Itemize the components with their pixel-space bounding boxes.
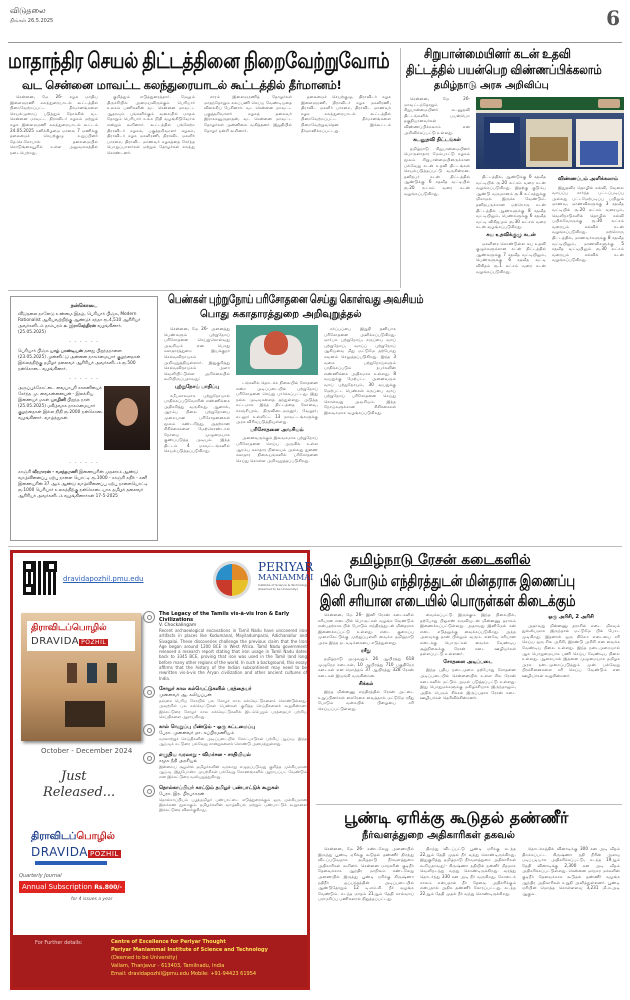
cervical-screening-article — [164, 292, 424, 544]
article-author: V. Chockalingam — [159, 623, 197, 628]
cover-english-name-2: POZHIL — [81, 639, 107, 646]
notice-entry: காஞ்சி வீரமாரன் - வசந்தமணி இணையரின் முதலாம் ஆண்டு வாழ்வினைப்பு ஏற்பு நாளை யொட்டி ரூ.1000 - காஞ்சி கதிர் - கனி இணையரின் 37 ஆம் ஆண்டு வாழ்வினைப்பு ஏற்பு நாளையொட்டி ரூ.1000 பெரியார் உலகத்திற்கு நன்கொடையாக தமிழர் தலைவர் ஆசிரியர் அவர்களிடம் வழங்கினார்கள் 17-5-2025 — [18, 470, 148, 499]
article-title: கால் வெறுப்பு மீண்டும் - ஒரு கட்டமைப்பு — [159, 724, 256, 731]
journal-article-item[interactable] — [143, 724, 307, 747]
ration-column-3: ஒரு அரிசி, 2 அரிசி அதாவது மின்னணு தராசில் எடை மிகவும் துல்லியமாக இருந்தால் மட்டுமே பில் போட முடிகிறது. இதனால் ஒரு கிலோ எடையை சரி செய்ய ஒரு சில அரிசி, இரண்டு அரிசி என வைக்க வேண்டிய நிலை உள்ளது. இந்த நடைமுறையால் ஆக பொறுமையாக பணி செய்ய வேண்டிய நிலை உள்ளது. ஆகையால் இதனை முழுமையாக தமிழக அரசு நடைமுறைப்படுத்தும் முன் பல்வேறு பிரச்சினைகளை சரி செய்ய வேண்டும் என ஊழியர்கள் கூறுகின்றனர். — [522, 614, 620, 678]
journal-article-item[interactable] — [143, 785, 307, 813]
publisher-tagline: Institute of Science & Technology (Deemed to be University) — [258, 583, 308, 591]
lead-subheadline: வட சென்னை மாவட்ட கலந்துரையாடல் கூட்டத்தில் தீர்மானம்! — [22, 78, 342, 92]
journal-logo-english: DRAVIDA POZHIL — [31, 845, 119, 859]
article-author: பேரா. இர. பிரபாகரன் — [159, 791, 205, 797]
poondi-headline: பூண்டி ஏரிக்கு கூடுதல் தண்ணீர் — [344, 808, 569, 827]
ration-column-1: சென்னை, மே 26- இனி ரேசன் கடைகளில் சரியான எடையில் பொருட்கள் வழங்க வேண்டும் என்பதற்காக பில் போடும் எந்திரத்துடன் மின்தராசு இணைக்கப்பட்டு உள்ளது. எடை குறைப்பு முறைகேட்டுக்கு முற்றுப்புள்ளி வைக்க தமிழ்நாடு அரசு இந்த நடவடிக்கையை எடுத்துள்ளது. ரசீது தமிழ்நாடு முழுவதும் 26 ஆயிரத்து 618 முழுநேர கடைகள், 10 ஆயிரத்து 710 பகுதிநேர கடைகள் என மொத்தம் 37 ஆயிரத்து 328 ரேசன் கடைகள் இயங்கி வருகின்றன. சிக்கல் இந்த மின்னணு எந்திரத்தில் ரேசன் அட்டை உறுப்பினர்கள் கைரேகை வைத்தால் மட்டுமே ரசீது போடும் வகையில் பிழையை சரி செய்யப்பட்டுள்ளது. — [318, 612, 414, 711]
minority-subheadline: தமிழ்நாடு அரசு அறிவிப்பு — [434, 80, 549, 91]
journal-article-item[interactable] — [143, 686, 307, 719]
notice-title: நன்கொடை — [70, 303, 98, 309]
journal-website-link[interactable]: dravidapozhil.pmu.edu — [63, 575, 144, 583]
subscription-badge[interactable]: Annual Subscription Rs.800/- — [19, 881, 125, 893]
lead-column-2: குறித்தும் எடுத்துரைத்தார். மேலும் திருச்சியில் அமையவிருக்கும் பெரியார் உலகம் பணிகளின் வட சென்னை மாவட்ட ஆதரவும் பங்களிக்கும் வகையில் மாதம் தோறும் பெரியார் உலக நிதி வழங்கிடுவோம் என்றும் கூறினார். கூட்டத்தில் பங்கேற்ற திராவிடர் கழகம், பகுத்தறிவாளர் கழகம், திராவிடர் கழக மகளிரணி, திராவிட மகளிர் பாசறை, திராவிட மாணவர் கழகத்தை சேர்ந்த பொறுப்பாளர்கள் மற்றும் தோழர்கள் கலந்து கொண்டனர். — [107, 94, 195, 155]
cervical-headline-2: பொது சுகாதாரத்துறை அறிவுறுத்தல் — [200, 309, 362, 320]
footer-line-1: Centre of Excellence for Periyar Thought — [111, 939, 226, 945]
subscription-note: for 4 issues a year — [71, 897, 113, 902]
publisher-name-1: PERIYAR — [258, 560, 314, 574]
minority-column-1: சென்னை, மே 26- மாவட்டந்தோறும் சிறுபான்மையினர் கடனுதவி திட்டங்களில் பயன்பெற தகுதியானவர்கள் விண்ணப்பிக்கலாம் என அறிவிக்கப்பட்டு உள்ளது. கடனுதவி திட்டங்கள் தமிழ்நாடு சிறுபான்மையினர் பொருளாதார மேம்பாட்டு கழகம் மூலம் சிறுபான்மையினருக்கான பல்வேறு கடன் உதவி திட்டங்கள் செயல்படுத்தப்பட்டு வருகின்றன. தனிநபர் கடன் திட்டத்தில் ஆண்டுக்கு 6 சதவீத வட்டியில் ரூ.20 லட்சம் வரை கடன் வழங்கப்படுகிறது. — [404, 96, 470, 196]
article-author: சமூக நீதி அரசியல் — [159, 758, 198, 764]
article-bullet-icon — [143, 724, 155, 736]
notice-entry: பெரியார் பிஞ்சு யாழ் பாண்டியன் தனது பிறந்தநாளை (23.05.2025) முன்னிட்டு அன்னை நாகம்மையார் குழந்தைகள் இல்லத்திற்கு தமிழர் தலைவர் ஆசிரியர் அவர்களிடம் ரூ.500 நன்கொடை வழங்கினார். — [18, 349, 141, 372]
ration-column-2: வைக்கப்பட்டு இருக்கும் இந்த நிலையில், தற்போது பிஓஎஸ் கருவியுடன் மின்னணு தராசும் இணைக்கப்பட்டுள்ளது. அதாவது இனிமேல் கன் எடை எடுதலுக்கு வைக்கப்படுகிறது. அந்த அளவுக்கு தான் பில்லும் வரும். எனவே சரியான எடைக்கு பொருட்கள் வைக்க வேண்டிய சூழ்நிலைக்கு ரேசன் கடை ஊழியர்கள் தள்ளப்பட்டு உள்ளனர். சோதனை அடிப்படை இந்த புதிய நடைமுறை தற்போது சோதனை அடிப்படையில் சென்னையில் உள்ள சில ரேசன் கடைகளில் மட்டும் அமல் படுத்தப்பட்டு உள்ளது. இது பொதுமக்களுக்கு மகிழ்ச்சியாக இருந்தாலும், அதில் பெரும் சிக்கல் இருப்பதாக ரேசன் கடை ஊழியர்கள் தெரிவிக்கின்றனர். — [420, 612, 516, 701]
notice-entry: அருப்புக்கோட்டை வையாபுரி காலனியைச் சேர்ந்த மு. வைகன்னையன் - இலக்கிய இணையர் மகள் யாழினி பிறந்த நாள் (25.05.2025) மகிழ்வாக நாகம்மையார் குழந்தைகள் இல்ல நிதி ரூ.2000 நன்கொடை வழங்கினார். வாழ்த்துகள். — [18, 386, 105, 421]
ration-shop-article — [314, 550, 624, 790]
cover-english-name: DRAVIDA — [31, 636, 80, 647]
government-loan-photo — [476, 97, 624, 169]
poondi-column-3: தொடக்கத்தில் வினாடிக்கு 300 கன அடி வீதம் திறக்கப்பட்ட கிருஷ்ணா நதி நீரின் அளவு படிப்படியாக அதிகரிக்கப்பட்டு, கடந்த 19ஆம் தேதி வினாடிக்கு 2,300 கன அடி வீதம் அதிகரிக்கப்பட்டுள்ளது. சென்னை மாநகர மக்களின் குடிநீர் தேவைக்காக கூடுதல் தண்ணீர் வழங்க ஆந்திர அதிகாரிகள் உறுதி அளித்துள்ளனர். பூண்டி ஏரியின் மொத்த கொள்ளளவு 3,231 மி.க.அடி ஆகும். — [522, 846, 620, 896]
article-abstract: வரலாற்றுச் செய்திகளின் அடிப்படையில் கோட்பாடுகள் பற்றிய ஆய்வு. இந்த ஆய்வுக் கட்டுரை பல்வேறு சான்றுகளைக் கொண்டு அமைந்துள்ளது. — [159, 736, 307, 747]
article-author: பேரா. முனைவர் மா. சுப்பிரமணியம் — [159, 731, 235, 737]
dravida-pozhil-advertisement — [10, 550, 314, 990]
ration-headline-2: இனி சரியான எடையில் பொருள்கள் கிடைக்கும் — [320, 593, 576, 610]
article-title: The Legacy of the Tamils vis-à-vis Iron & Early Civilizations — [159, 611, 290, 623]
notice-entry: விடுதலை நாளேடு உண்மை இதழ், பெரியார் பிஞ்சு, Modern Rationalist ஆகியவற்றிற்கு ஆண்டுச் சந்தா ரூ.4,510 ஆசிரியர் அவர்களிடம் தாம்பரம் ச. இராசேந்திரன் வழங்கினார். (25.05.2025) — [18, 312, 141, 335]
cover-tamil-name: திராவிடப் — [31, 623, 72, 633]
footer-contact[interactable]: Email: dravidapozhil@pmu.edu Mobile: +91-94423 61954 — [111, 971, 257, 977]
ration-kicker: தமிழ்நாடு ரேசன் கடைகளில் — [350, 552, 531, 568]
article-bullet-icon — [143, 752, 155, 764]
journal-article-item[interactable] — [143, 611, 307, 681]
article-abstract: Recent archaeological excavations in Tamil Nadu have uncovered iron artifacts in places like Kodumanal, Mayiladumparai, Adichanallur and Sivagalai. These discoveries challenge the previous claim that the Iron Age began around 1200 BCE in West Africa. Tamil Nadu government released a research report stating that iron usage in Tamil Nadu dates back to 3345 BCE, proving that iron was used in the Tamil land long before many other regions of the world. In such a background, this essay affirms that the history of the Indian subcontinent may need to be rewritten vis-à-vis the Aryan civilization and other ancient cultures of India. — [159, 628, 307, 681]
donation-notice-box — [10, 296, 158, 541]
footer-line-2: Periyar Maniammai Institute of Science and Technology — [111, 947, 268, 953]
journal-article-item[interactable] — [143, 752, 307, 780]
minority-column-3: விண்ணப்பம் அளிக்கலாம் இதுதவிர தொழில் கல்வி, வேலை வாய்ப்பு சார்ந்த பட்டப்படிப்பு அல்லது பட்டமேற்படிப்பு பயிலும் மாணவ, மாணவிகளுக்கு 3 சதவீத வட்டியில் ரூ.20 லட்சம் வரையும், வெளிநாடுகளில் தொழில் கல்வி பயில்வோருக்கு ரூ.30 லட்சம் வரையும் கல்விக் கடன் வழங்கப்படுகிறது. மற்றொரு திட்டத்தில், மாணவர்களுக்கு 8 சதவீத வட்டியிலும், மாணவிகளுக்கு 5 சதவீத வட்டியிலும் ரூ.30 லட்சம் வரையும் கல்விக் கடன் வழங்கப்படுகிறது. — [552, 176, 624, 263]
journal-logo-tamil: திராவிடப்பொழில் — [31, 831, 115, 842]
journal-cover-image — [21, 613, 141, 741]
article-abstract: தொல்காப்பியம் பழந்தமிழர் பண்பாட்டை எடுத்துரைக்கும் ஒரு முக்கியமான இலக்கண நூலாகும். தமிழர்களின் வாழ்வியல் மற்றும் பண்பாட்டுக் கூறுகளை இக்கட்டுரை விளக்குகிறது. — [159, 796, 307, 813]
cervical-column-1: சென்னை, மே 26- அனைத்து பெண்களும் புற்றுநோய் பரிசோதனை செய்துகொள்வது அவசியம் என பொது சுகாதாரத்துறை இயக்குநர் செல்வவிநாயகம் அறிவுறுத்தியுள்ளார். இதுகுறித்து செல்வவிநாயகம் அளா வெளியிட்டுள்ள அறிக்கையில் கூறியிருப்பதாவது: புற்றுநோய் பாதிப்பு சமீபகாலமாக புற்றுநோயால் பாதிக்கப்படுவோரின் எண்ணிக்கை அதிகரித்து வருகிறது. ஆனால், ஆரம்ப நிலை புற்றுநோயை முறையான பரிசோதனைகள் மூலம் கண்டறிந்து, அதற்கான சிகிச்சைகளை மேற்கொண்டால் நோயை முழுமையாக குணப்படுத்த முடியும். இந்த திட்டம் 4 மாவட்டங்களில் செயல்படுத்தப்படுகிறது. — [164, 326, 230, 454]
minority-headline-1: சிறுபான்மையினர் கடன் உதவி — [424, 46, 571, 61]
masthead-rule — [8, 42, 622, 43]
cover-tamil-name-2: பொழில் — [71, 623, 107, 633]
minority-column-2: திட்டத்தில், ஆண்டுக்கு 6 சதவீத வட்டியில் ரூ.20 லட்சம் வரை கடன் வழங்கப்படுகிறது. இதற்கு குடும்ப ஆண்டு வருமானம் ரூ.8 லட்சத்துக்கு மிகாமல் இருக்க வேண்டும். தனிநபருக்கான மற்றொரு கடன் திட்டத்தில் ஆண்களுக்கு 8 சதவீத வட்டியிலும், பெண்களுக்கு 6 சதவீத வட்டி விகிதமும் ரூ.30 லட்சம் வரை கடன் வழங்கப்படுகிறது. சுய உதவிக்குழு கடன் மகளிரை கொண்டுள்ள சுய உதவி குழுக்களுக்கான கடன் திட்டத்தில் ஆண்களுக்கு 7 சதவீத வட்டியிலும், பெண்களுக்கு 6 சதவீத வட்டி விகிதம் ரூ.1 லட்சம் வரை கடன் வழங்கப்படுகிறது. — [476, 174, 546, 274]
cervix-model-photo — [236, 325, 318, 375]
article-title: எழுதிய வரலாறு - விமர்சன - சாதியியல் — [159, 751, 251, 758]
cervical-headline-1: பெண்கள் புற்றுநோய் பரிசோதனை செய்து கொள்வது அவசியம் — [168, 292, 424, 306]
lead-column-1: சென்னை, மே 26- கழக மாதிய இளைஞரணி கலந்துரையாடல் கூட்டத்தில் நிறைவேற்றப்பட்ட தீர்மானங்களை செயல்முறைப் படுத்தும் நோக்கில் வட சென்னை மாவட்ட திராவிடர் கழகம் மற்றும் கழக இளைஞரணி கலந்துரையாடல் கூட்டம் 24.05.2025 சனிக்கிழமை மாலை 7 மணிக்கு தலைமைச் செயற்குழு உறுப்பினர் தே.செ.கோபால் தலைமையில் கொடுங்கையூரில் உள்ள அலுவலகத்தில் நடைபெற்றது. — [10, 94, 98, 155]
minority-loan-article — [404, 46, 624, 376]
footer-line-3: (Deemed to be University) — [111, 955, 178, 961]
issue-period: October - December 2024 — [41, 747, 133, 755]
article-bullet-icon — [143, 611, 155, 623]
notice-separator: - - - - - - — [69, 460, 99, 466]
journal-contents-list — [143, 611, 307, 931]
section-rule — [8, 290, 400, 291]
just-label: Just — [61, 769, 87, 784]
released-label: Released... — [43, 785, 116, 800]
lead-headline: மாதாந்திர செயல் திட்டத்தினை நிறைவேற்றுவோம் — [8, 48, 390, 73]
poondi-subheadline: நீர்வளத்துறை அதிகாரிகள் தகவல் — [362, 830, 515, 841]
advertisement-footer — [13, 935, 307, 987]
lead-column-3: சாரம் இளைஞரணித் தோழர்கள் மாதந்தோறும் கலப்பணி செய்ய வேண்டியதை விளக்கிப் பேசினார். வட சென்னை மாவட்ட பகுத்தறிவாளர் கழகத் தலைவர் இராசுகனுருதாதன், வட சென்னை மாவட்ட தோழர்கள் முன்னிலை வகித்தனர். இறுதியில் தோழர் நன்றி கூறினார். — [204, 94, 292, 133]
poondi-column-2: திறந்து விடப்பட்டு பூண்டி ஏரிக்கு கடந்த 22ஆம் தேதி முதல் நீர் வந்து கொண்டிருக்கிறது. இதுகுறித்து தமிழ்நாடு நீர்வளத்துறை அதிகாரிகள் கூறியதாவது:- கிருஷ்ணா நதியில் நன்னீர் மீதமாக வெளிநடந்து வந்து கொண்டிருக்கிறது. வரத்து தொடர்ந்து 330 கன அடி நீர் வருகிறது. கோடைக் காலம் என்பதால் நீர் தேவை அதிகரிக்கும் என்பதால் அதிக தண்ணீர் கோரப்பட்டது. கடந்த 22ஆம் தேதி முதல் நீர் வந்து கொண்டிருக்கிறது. — [420, 846, 516, 896]
periyar-maniammai-logo-icon — [213, 561, 251, 599]
cervical-column-2: டங்களில் தொடக்க நிலையில் சோதனை என்ற அடிப்படையில் புற்றுநோய் பரிசோதனை செய்து பார்க்கப்பட்டது. இது நல்ல முடிவுகளைத் தந்துள்ளது. அடுத்த கட்டமாக இந்த திட்டத்தை கோவை, காஞ்சிபுரம், திருவிடைமருதூர், வேலூர், கடலூர் உள்ளிட்ட 13 மாவட்டங்களுக்கு அரசு விரிவுபடுத்தியுள்ளது. பரிசோதனை அவசியம் அனைவருக்கும் இலவசமாக புற்றுநோய் பரிசோதனை செய்ய அருகில் உள்ள ஆரம்ப சுகாதார நிலையம் அல்லது துணை சுகாதார நிலையங்களில் பரிசோதனை செய்து கொள்ள அறிவுறுத்தப்படுகிறது. — [236, 380, 318, 463]
footer-line-4: Vallam, Thanjavur - 613403, Tamilnadu, India — [111, 963, 225, 969]
column-divider — [400, 48, 401, 288]
section-rule — [316, 804, 622, 805]
article-bullet-icon — [143, 785, 155, 797]
journal-type: Quarterly Journal — [19, 873, 62, 879]
article-author: முனைவர் ஆ. கலியப்பன் — [159, 692, 212, 698]
article-abstract: தஞ்சை பெரிய கோயில் பல சோழர் கால கல்வெட்டுகளைக் கொண்டுள்ளது. அவற்றில் பல கல்வெட்டுகள் பெண்கள் குறித்த செய்திகளைக் கூறுகின்றன. இக்கட்டுரை சோழர் கால கல்வெட்டுகளில் இடம்பெறும் பரத்தையர் பற்றிய செய்திகளை ஆராய்கிறது. — [159, 697, 307, 719]
publisher-name-2: MANIAMMAI — [258, 573, 314, 582]
masthead-date: திங்கள் 26.5.2025 — [10, 18, 54, 24]
section-rule — [8, 546, 622, 547]
notice-separator: - - - - - - — [69, 339, 99, 345]
page-number: 6 — [606, 6, 620, 30]
ration-headline-1: பில் போடும் எந்திரத்துடன் மின்தராசு இணைப்பு — [320, 573, 576, 590]
footer-label: For Further details: — [35, 940, 83, 946]
lead-column-4: தலைமைச் செயற்குழு, திராவிடர் கழக இளைஞரணி, திராவிடர் கழக மகளிரணி, திராவிட மகளிர் பாசறை, திராவிட மாணவர் கழக கலந்துரையாடல் கூட்டத்தில் நிறைவேற்றப்பட்ட தீர்மானங்களை நிறைவேற்றுவதென இக்கூட்டம் தீர்மானிக்கப்பட்டது. — [301, 94, 391, 133]
donor-portrait-photo — [104, 386, 150, 450]
article-title: தொல்காப்பியர் காட்டும் தமிழர் பண்பாட்டுக் கூறுகள் — [159, 784, 279, 791]
logo-underline — [35, 861, 107, 865]
notice-separator: - - - - - - — [69, 376, 99, 382]
poondi-column-1: சென்னை, மே 26- கண்டலேறு அணையில் இருந்து பூண்டி ஏரிக்கு கூடுதல் தண்ணீர் திறந்து விடப்படுவதாக தமிழ்நாடு நீர்வளத்துறை அதிகாரிகள் கூறினர். சென்னை மாநகரின் குடிநீர் தேவைக்காக ஆந்திர மாநிலம் கண்டலேறு அணையில் இருந்து பூண்டி ஏரிக்கு கிருஷ்ணா நதிநீர் ஒப்பந்தத்தின் அடிப்படையில் ஆண்டுதோறும் 12 டி.எம்.சி. நீர் வழங்க வேண்டும். கடந்த மாதம் 21ஆம் தேதி கால்வாய் பராமரிப்பு பணிகளால் நிறுத்தப்பட்டது. — [318, 846, 414, 902]
lead-article — [8, 48, 398, 288]
minority-headline-2: திட்டத்தில் பயன்பெற விண்ணப்பிக்கலாம் — [406, 62, 602, 77]
article-bullet-icon — [143, 686, 155, 698]
article-abstract: இன்றைய சூழலில் தமிழர்களின் வரலாறு எழுதப்படுவது குறித்த முக்கியமான ஆய்வு. இதுபோன்ற முயற்சிகள் பல்வேறு கோணங்களில் ஆராயப்பட வேண்டும் என இக்கட்டுரை வலியுறுத்துகிறது. — [159, 763, 307, 780]
masthead-name: விடுதலை — [10, 6, 46, 15]
cervical-column-3: கர்ப்பப்பை இறுதி தனியாக பரிசோதனை அளிக்கப்படுகிறது. மார்பக புற்றுநோய், கருப்பை வாய் புற்றுநோய், வாய்ப் புற்றுநோய் ஆகியவை மீது மட்டுமே தற்போது கவனம் செலுத்தப்படுகிறது. இந்த 3 வகை புற்றுநோய்களும் பாதிக்கப்படும் நபர்களின் எண்ணிக்கை அதிகமாக உள்ளது. 8 வயதுக்கு மேற்பட்ட அனைவரும் வாய் புற்றுநோயும், 30 வயதுக்கு மேற்பட்ட பெண்கள் கருப்பை வாய் புற்றுநோய் பரிசோதனை செய்து கொள்வது அவசியம். இந்த நோய்களுக்கான சிகிச்சைகள் இலவசமாக வழங்கப்படுகிறது. — [324, 326, 396, 415]
qr-code-icon[interactable] — [23, 561, 57, 595]
article-title: சோழர் கால கல்வெட்டுகளில் பரத்தையர் — [159, 685, 252, 692]
poondi-lake-article — [314, 806, 624, 996]
